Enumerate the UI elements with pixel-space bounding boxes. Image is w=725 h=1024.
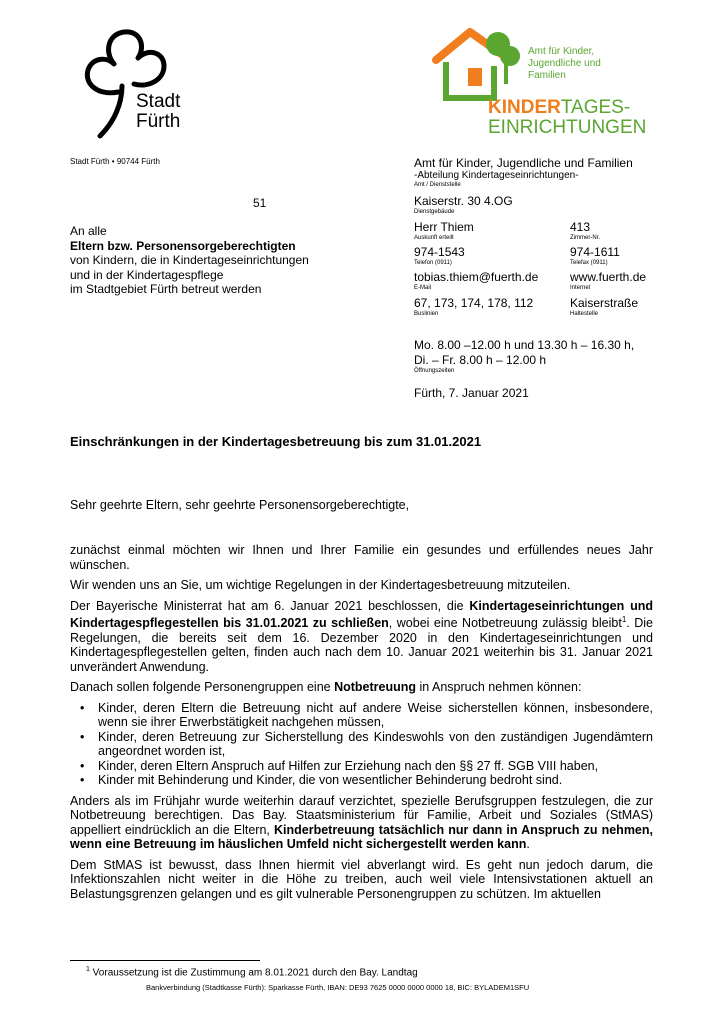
zimmer-label: Zimmer-Nr. xyxy=(570,235,600,241)
buslinien: 67, 173, 174, 178, 112 xyxy=(414,296,534,310)
contact-info-block xyxy=(414,156,674,406)
email-label: E-Mail xyxy=(414,285,432,291)
address-line: von Kindern, die in Kindertageseinrichtungen xyxy=(70,253,309,267)
address-line: Eltern bzw. Personensorgeberechtigten xyxy=(70,238,296,253)
paragraph: Wir wenden uns an Sie, um wichtige Regelungen in der Kindertagesbetreuung mitzuteilen. xyxy=(70,578,571,592)
bold-text-run: Kindertageseinrichtungen und Kindertagespflegestellen bis 31.01.2021 zu schließen xyxy=(70,598,654,631)
telefax-label: Telefax (0911) xyxy=(570,260,608,266)
kita-einrichtungen-text: EINRICHTUNGEN xyxy=(488,117,647,138)
text-run: in Anspruch nehmen können: xyxy=(416,680,582,695)
abteilung: -Abteilung Kindertageseinrichtungen- xyxy=(414,170,579,181)
reference-number: 51 xyxy=(253,196,267,210)
oeffnungszeiten-line1: Mo. 8.00 –12.00 h und 13.30 h – 16.30 h, xyxy=(414,338,635,352)
sender-line: Stadt Fürth • 90744 Fürth xyxy=(70,157,160,166)
kita-tages-text: TAGES- xyxy=(560,97,631,118)
internet[interactable]: www.fuerth.de xyxy=(570,270,647,284)
salutation: Sehr geehrte Eltern, sehr geehrte Personensorgeberechtigte, xyxy=(70,498,410,512)
telefon: 974-1543 xyxy=(414,245,465,259)
address-line: An alle xyxy=(70,224,107,238)
list-item: • Kinder, deren Eltern die Betreuung nicht auf andere Weise sicherstellen können, insbesondere, wenn sie ihrer Erwerbstätigkeit nachgehen müssen, xyxy=(70,701,653,730)
bank-details: Bankverbindung (Stadtkasse Fürth): Sparkasse Fürth, IBAN: DE93 7625 0000 0000 0000 18, BIC: BYLADEM1SFU xyxy=(146,983,530,992)
bold-text-run: Notbetreuung xyxy=(334,680,417,695)
date: Fürth, 7. Januar 2021 xyxy=(414,386,529,400)
fuerth-text: Fürth xyxy=(136,111,181,132)
paragraph xyxy=(70,599,653,675)
zimmer: 413 xyxy=(570,220,591,234)
oeffnungszeiten-label: Öffnungszeiten xyxy=(414,368,455,374)
kita-amt-line3: Familien xyxy=(528,70,566,81)
footnote-text: Voraussetzung ist die Zustimmung am 8.01.2021 durch den Bay. Landtag xyxy=(89,967,418,979)
text-run: , wobei eine Notbetreuung zulässig bleibt xyxy=(388,616,622,631)
list-item: • Kinder mit Behinderung und Kinder, die von wesentlicher Behinderung bedroht sind. xyxy=(70,773,653,788)
footnote-ref[interactable]: 1 xyxy=(621,615,627,624)
paragraph: Dem StMAS ist bewusst, dass Ihnen hiermit viel abverlangt wird. Es geht nun jedoch darum, die Infektionszahlen nicht weiter in die Höhe zu treiben, auch weil viele Intensivstationen aktuell an Belastungsgrenzen gelangen und es gilt vulnerable Personengruppen zu schützen. Im aktuellen xyxy=(70,857,653,901)
text-run: . xyxy=(526,837,530,852)
address-line: im Stadtgebiet Fürth betreut werden xyxy=(70,282,262,296)
paragraph: zunächst einmal möchten wir Ihnen und Ihrer Familie ein gesundes und erfüllendes neues Jahr wünschen. xyxy=(70,543,653,572)
telefax: 974-1611 xyxy=(570,245,620,259)
text-run: Danach sollen folgende Personengruppen eine xyxy=(70,680,335,695)
list-item: • Kinder, deren Eltern Anspruch auf Hilfen zur Erziehung nach den §§ 27 ff. SGB VIII haben, xyxy=(70,759,653,774)
email[interactable]: tobias.thiem@fuerth.de xyxy=(414,270,539,284)
letter-body xyxy=(70,543,653,901)
dienstgebaeude: Kaiserstr. 30 4.OG xyxy=(414,194,513,208)
auskunft-label: Auskunft erteilt xyxy=(414,235,454,241)
auskunft: Herr Thiem xyxy=(414,220,474,234)
kita-amt-line1: Amt für Kinder, xyxy=(528,46,595,57)
stadt-text: Stadt xyxy=(136,91,181,112)
stadt-fuerth-logo xyxy=(78,26,193,144)
buslinien-label: Buslinien xyxy=(414,311,439,317)
list-item: • Kinder, deren Betreuung zur Sicherstellung des Kindeswohls von den zuständigen Jugendämtern angeordnet worden ist, xyxy=(70,730,653,759)
amt-label: Amt / Dienststelle xyxy=(414,182,461,188)
notbetreuung-list xyxy=(70,701,653,788)
footnote-divider xyxy=(70,960,260,961)
paragraph xyxy=(70,794,653,852)
telefon-label: Telefon (0911) xyxy=(414,260,452,266)
text-run: Anders als im Frühjahr wurde weiterhin darauf verzichtet, spezielle Berufsgruppen festzulegen, die zur Notbetreuung berechtigen. Das Bay. Staatsministerium für Familie, Arbeit und Soziales (StMAS) appelliert eindrücklich an die Eltern, xyxy=(70,793,653,837)
text-run: . Die Regelungen, die bereits seit dem 16. Dezember 2020 in den Kindertageseinrichtungen und Kindertagespflegestellen gelten, finden auch nach dem 10. Januar 2021 weiterhin bis 31. Januar 2021 unverändert Anwendung. xyxy=(70,616,654,674)
paragraph xyxy=(70,680,653,695)
footnote xyxy=(86,966,418,978)
haltestelle: Kaiserstraße xyxy=(570,296,639,310)
internet-label: Internet xyxy=(570,285,591,291)
bold-text-run: Kinderbetreuung tatsächlich nur dann in Anspruch zu nehmen, wenn eine Betreuung im häuslichen Umfeld nicht sichergestellt werden kann xyxy=(70,822,653,852)
text-run: Der Bayerische Ministerrat hat am 6. Januar 2021 beschlossen, die xyxy=(70,598,470,613)
haltestelle-label: Haltestelle xyxy=(570,311,599,317)
subject-heading: Einschränkungen in der Kindertagesbetreuung bis zum 31.01.2021 xyxy=(70,434,482,449)
dienstgebaeude-label: Dienstgebäude xyxy=(414,209,455,215)
amt-name: Amt für Kinder, Jugendliche und Familien xyxy=(414,156,633,170)
recipient-address xyxy=(70,224,309,297)
kita-logo xyxy=(430,26,650,146)
footnote-mark: 1 xyxy=(86,966,90,973)
house-tree-icon xyxy=(430,26,530,106)
address-line: und in der Kindertagespflege xyxy=(70,267,224,282)
oeffnungszeiten-line2: Di. – Fr. 8.00 h – 12.00 h xyxy=(414,353,547,367)
kita-amt-line2: Jugendliche und xyxy=(528,58,601,69)
kita-kinder-text: KINDER xyxy=(488,97,561,118)
